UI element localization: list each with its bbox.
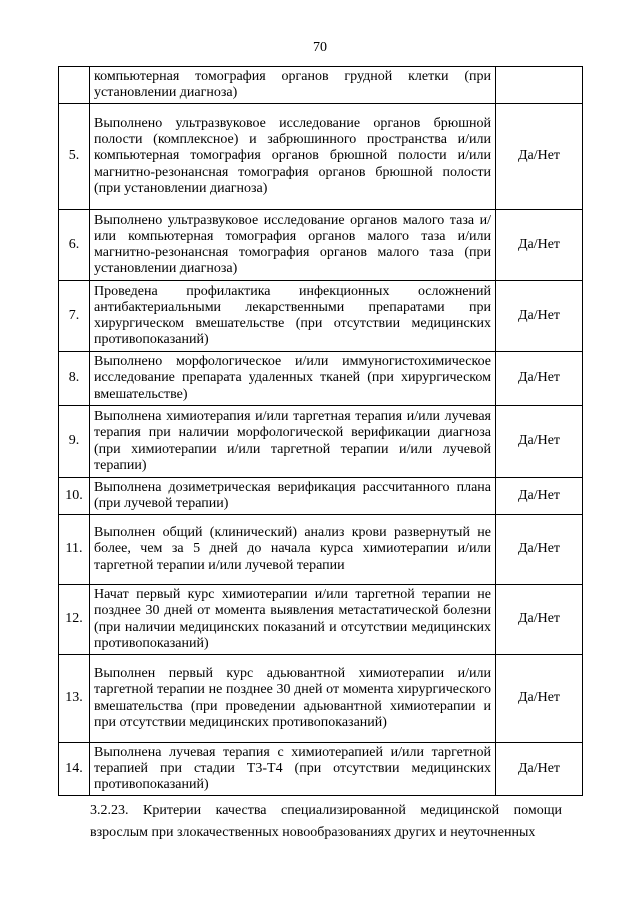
criterion-text: Выполнен первый курс адьювантной химиотерапии и/или таргетной терапии не позднее 30 дней от момента хирургического вмешательства (при проведении адьювантной химиотерапии и при отсутствии медицинских противопоказаний) (90, 655, 496, 743)
row-number: 13. (59, 655, 90, 743)
criterion-text: Выполнено ультразвуковое исследование органов брюшной полости (комплексное) и забрюшинного пространства и/или компьютерная томография органов брюшной полости и/или магнитно-резонансная томография органов брюшной полости (при установлении диагноза) (90, 104, 496, 210)
page-number: 70 (313, 40, 327, 55)
table-row (59, 585, 583, 655)
row-number: 11. (59, 515, 90, 585)
answer-cell: Да/Нет (496, 655, 583, 743)
criterion-text: Выполнен общий (клинический) анализ крови развернутый не более, чем за 5 дней до начала курса химиотерапии и/или таргетной терапии и/или лучевой терапии (90, 515, 496, 585)
answer-cell: Да/Нет (496, 352, 583, 406)
criterion-text: Выполнена дозиметрическая верификация рассчитанного плана (при лучевой терапии) (90, 478, 496, 515)
row-number: 7. (59, 281, 90, 352)
criterion-text: Выполнено ультразвуковое исследование органов малого таза и/или компьютерная томография органов малого таза и/или магнитно-резонансная томография органов малого таза (при установлении диагноза) (90, 210, 496, 281)
row-number: 9. (59, 406, 90, 478)
table-row (59, 515, 583, 585)
answer-cell: Да/Нет (496, 743, 583, 796)
table-row (59, 406, 583, 478)
row-number: 6. (59, 210, 90, 281)
row-number: 10. (59, 478, 90, 515)
answer-cell: Да/Нет (496, 281, 583, 352)
table-row (59, 352, 583, 406)
table-row (59, 743, 583, 796)
criterion-text: компьютерная томография органов грудной клетки (при установлении диагноза) (90, 67, 496, 104)
answer-cell: Да/Нет (496, 104, 583, 210)
table-row (59, 655, 583, 743)
quality-criteria-table (58, 66, 583, 796)
table-row (59, 478, 583, 515)
answer-cell: Да/Нет (496, 210, 583, 281)
row-number: 8. (59, 352, 90, 406)
section-paragraph: 3.2.23. Критерии качества специализированной медицинской помощи взрослым при злокачественных новообразованиях других и неуточненных (90, 803, 562, 840)
table-row (59, 104, 583, 210)
criterion-text: Начат первый курс химиотерапии и/или таргетной терапии не позднее 30 дней от момента выявления метастатической болезни (при наличии медицинских показаний и отсутствии медицинских противопоказаний) (90, 585, 496, 655)
answer-cell (496, 67, 583, 104)
criterion-text: Выполнена химиотерапия и/или таргетная терапия и/или лучевая терапия при наличии морфологической верификации диагноза (при химиотерапии и/или таргетной терапии и/или лучевой терапии) (90, 406, 496, 478)
table-row (59, 281, 583, 352)
table-row (59, 210, 583, 281)
criterion-text: Выполнено морфологическое и/или иммуногистохимическое исследование препарата удаленных тканей (при хирургическом вмешательстве) (90, 352, 496, 406)
criterion-text: Проведена профилактика инфекционных осложнений антибактериальными лекарственными препаратами при хирургическом вмешательстве (при отсутствии медицинских противопоказаний) (90, 281, 496, 352)
answer-cell: Да/Нет (496, 585, 583, 655)
row-number (59, 67, 90, 104)
answer-cell: Да/Нет (496, 515, 583, 585)
row-number: 12. (59, 585, 90, 655)
row-number: 5. (59, 104, 90, 210)
table-row (59, 67, 583, 104)
answer-cell: Да/Нет (496, 406, 583, 478)
criterion-text: Выполнена лучевая терапия с химиотерапией и/или таргетной терапией при стадии Т3-Т4 (при отсутствии медицинских противопоказаний) (90, 743, 496, 796)
row-number: 14. (59, 743, 90, 796)
answer-cell: Да/Нет (496, 478, 583, 515)
